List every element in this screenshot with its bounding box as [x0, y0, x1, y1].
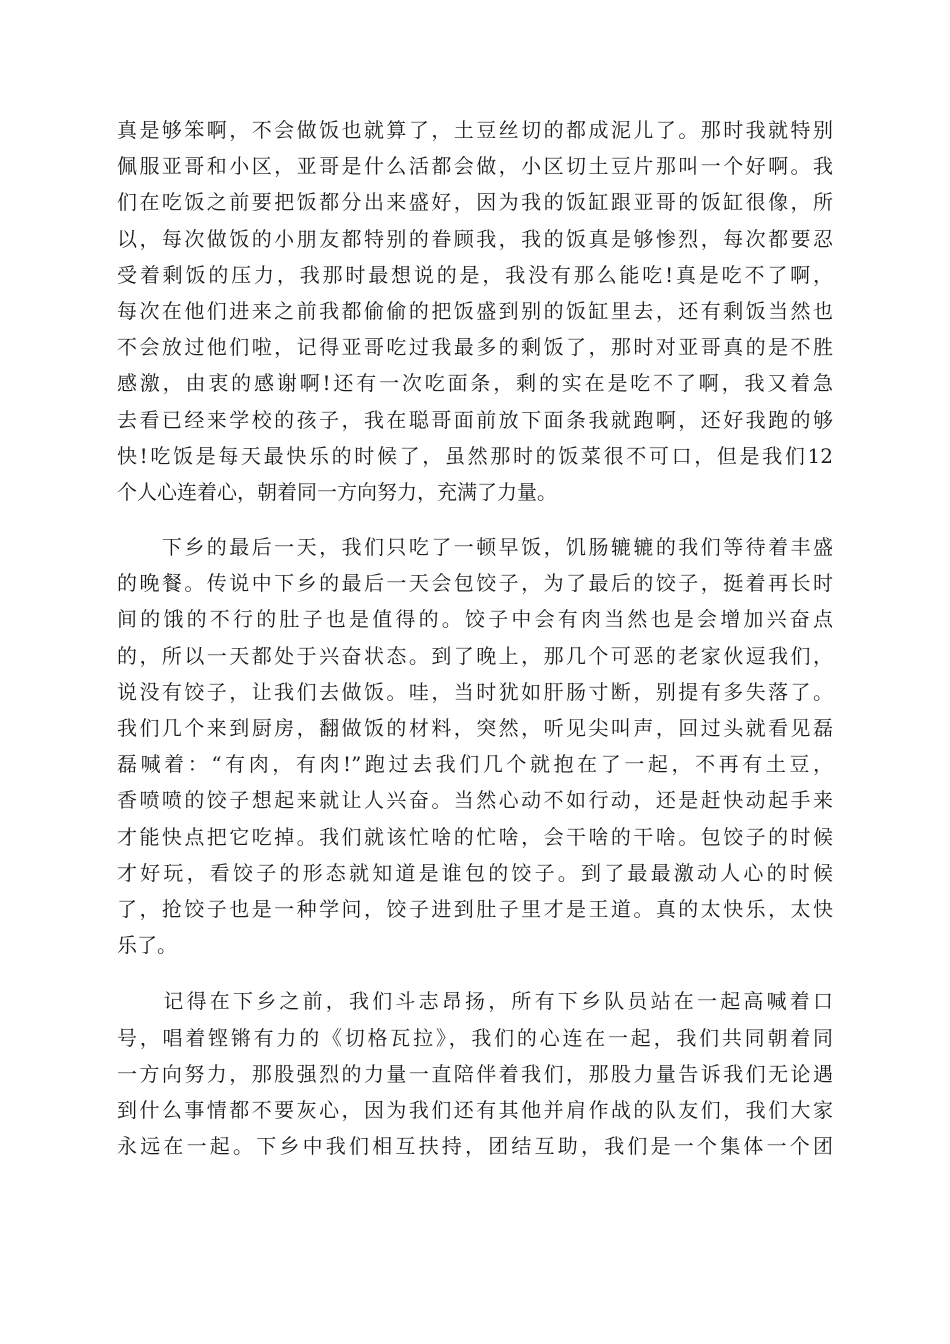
text-line: 才好玩，看饺子的形态就知道是谁包的饺子。到了最最激动人心的时候: [117, 860, 833, 885]
text-line: 不会放过他们啦，记得亚哥吃过我最多的剩饭了，那时对亚哥真的是不胜: [117, 335, 833, 360]
text-line: 去看已经来学校的孩子，我在聪哥面前放下面条我就跑啊，还好我跑的够: [117, 407, 833, 432]
text-line: 个人心连着心，朝着同一方向努力，充满了力量。: [117, 479, 557, 504]
text-line: 说没有饺子，让我们去做饭。哇，当时犹如肝肠寸断，别提有多失落了。: [117, 679, 833, 704]
text-line: 香喷喷的饺子想起来就让人兴奋。当然心动不如行动，还是赶快动起手来: [117, 788, 833, 813]
text-line: 的，所以一天都处于兴奋状态。到了晚上，那几个可恶的老家伙逗我们，: [117, 643, 833, 668]
paragraph-3: [117, 983, 833, 1164]
text-line: 下乡的最后一天，我们只吃了一顿早饭，饥肠辘辘的我们等待着丰盛: [117, 535, 833, 560]
paragraph-2: [117, 529, 833, 963]
text-line: 间的饿的不行的肚子也是值得的。饺子中会有肉当然也是会增加兴奋点: [117, 607, 833, 632]
text-line: 我们几个来到厨房，翻做饭的材料，突然，听见尖叫声，回过头就看见磊: [117, 716, 833, 740]
text-line: 佩服亚哥和小区，亚哥是什么活都会做，小区切土豆片那叫一个好啊。我: [117, 154, 833, 179]
paragraph-1: [117, 112, 833, 510]
text-line: 真是够笨啊，不会做饭也就算了，土豆丝切的都成泥儿了。那时我就特别: [117, 118, 833, 142]
text-line: 了，抢饺子也是一种学问，饺子进到肚子里才是王道。真的太快乐，太快: [117, 896, 833, 921]
text-line: 快!吃饭是每天最快乐的时候了，虽然那时的饭菜很不可口，但是我们12: [117, 443, 833, 468]
text-line: 们在吃饭之前要把饭都分出来盛好，因为我的饭缸跟亚哥的饭缸很像，所: [117, 190, 833, 215]
text-column: [117, 112, 833, 1164]
text-line: 才能快点把它吃掉。我们就该忙啥的忙啥，会干啥的干啥。包饺子的时候: [117, 824, 833, 849]
text-line: 永远在一起。下乡中我们相互扶持，团结互助，我们是一个集体一个团: [117, 1134, 833, 1159]
text-line: 乐了。: [117, 933, 177, 958]
text-line: 每次在他们进来之前我都偷偷的把饭盛到别的饭缸里去，还有剩饭当然也: [117, 298, 833, 323]
text-line: 到什么事情都不要灰心，因为我们还有其他并肩作战的队友们，我们大家: [117, 1097, 833, 1122]
text-line: 一方向努力，那股强烈的力量一直陪伴着我们，那股力量告诉我们无论遇: [117, 1061, 833, 1086]
text-line: 记得在下乡之前，我们斗志昂扬，所有下乡队员站在一起高喊着口: [117, 989, 833, 1014]
text-line: 以，每次做饭的小朋友都特别的眷顾我，我的饭真是够惨烈，每次都要忍: [117, 226, 833, 251]
text-line: 感激，由衷的感谢啊!还有一次吃面条，剩的实在是吃不了啊，我又着急: [117, 371, 833, 396]
text-line: 号，唱着铿锵有力的《切格瓦拉》，我们的心连在一起，我们共同朝着同: [117, 1025, 833, 1050]
text-line: 的晚餐。传说中下乡的最后一天会包饺子，为了最后的饺子，挺着再长时: [117, 571, 833, 596]
text-line: 受着剩饭的压力，我那时最想说的是，我没有那么能吃!真是吃不了啊，: [117, 262, 833, 287]
text-line: 磊喊着：“有肉，有肉!”跑过去我们几个就抱在了一起，不再有土豆，: [117, 752, 833, 777]
